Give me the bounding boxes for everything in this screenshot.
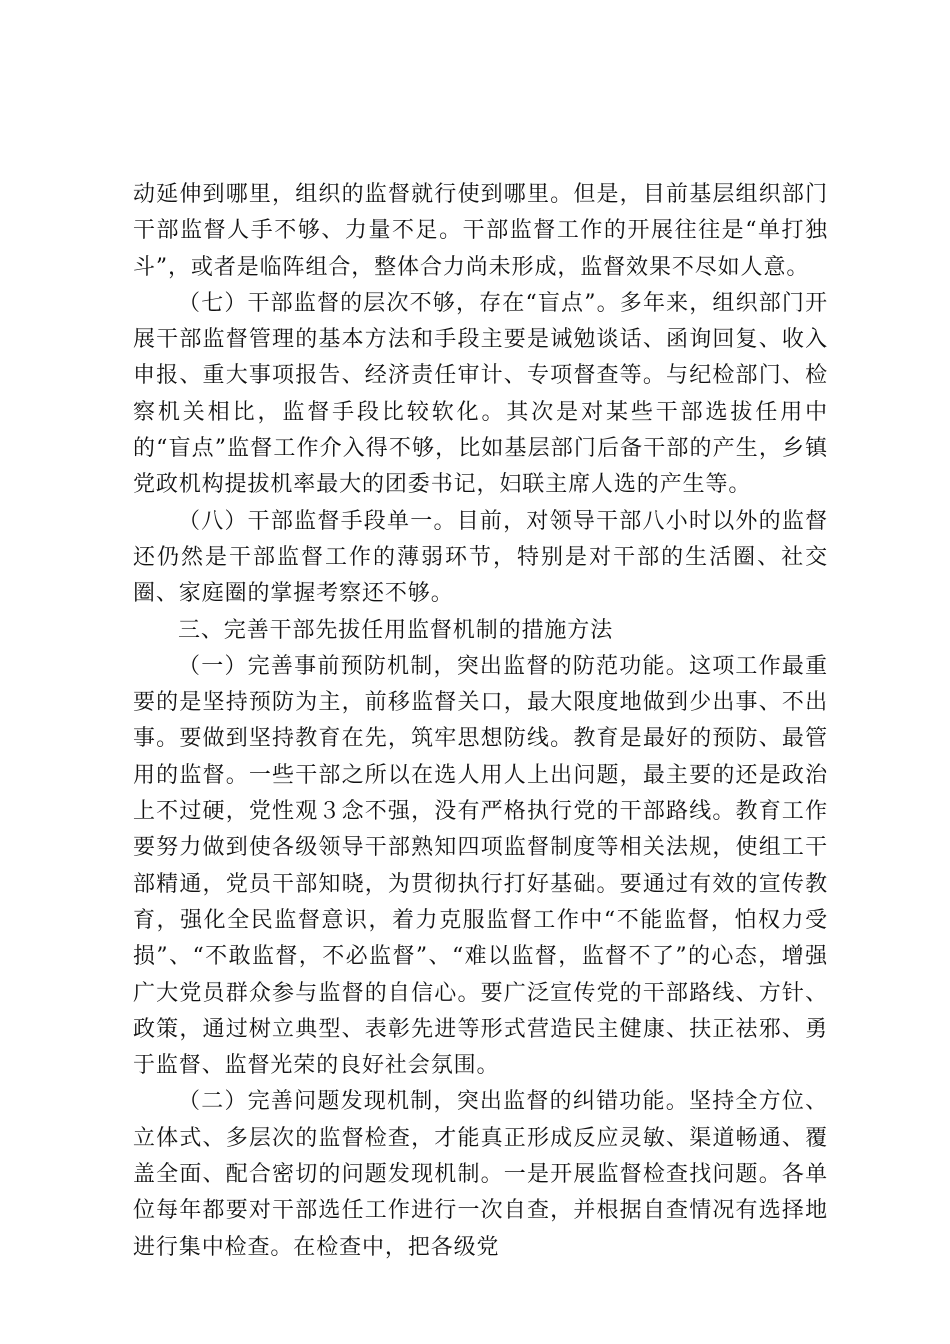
- section-heading-3: 三、完善干部先拔任用监督机制的措施方法: [178, 617, 614, 643]
- paragraph-section-8: （八）干部监督手段单一。目前，对领导干部八小时以外的监督还仍然是干部监督工作的薄弱环节，特别是对干部的生活圈、社交圈、家庭圈的掌握考察还不够。: [133, 508, 828, 607]
- paragraph-continuation: 动延伸到哪里，组织的监督就行使到哪里。但是，目前基层组织部门干部监督人手不够、力量不足。干部监督工作的开展往往是“单打独斗”，或者是临阵组合，整体合力尚未形成，监督效果不尽如人意。: [133, 182, 828, 280]
- paragraph-measure-2: （二）完善问题发现机制，突出监督的纠错功能。坚持全方位、立体式、多层次的监督检查，才能真正形成反应灵敏、渠道畅通、覆盖全面、配合密切的问题发现机制。一是开展监督检查找问题。各单位每年都要对干部选任工作进行一次自查，并根据自查情况有选择地进行集中检查。在检查中，把各级党: [133, 1089, 828, 1260]
- paragraph-measure-1: （一）完善事前预防机制，突出监督的防范功能。这项工作最重要的是坚持预防为主，前移监督关口，最大限度地做到少出事、不出事。要做到坚持教育在先，筑牢思想防线。教育是最好的预防、最管用的监督。一些干部之所以在选人用人上出问题，最主要的还是政治上不过硬，党性观３念不强，没有严格执行党的干部路线。教育工作要努力做到使各级领导干部熟知四项监督制度等相关法规，使组工干部精通，党员干部知晓，为贯彻执行打好基础。要通过有效的宣传教育，强化全民监督意识，着力克服监督工作中“不能监督，怕权力受损”、“不敢监督，不必监督”、“难以监督，监督不了”的心态，增强广大党员群众参与监督的自信心。要广泛宣传党的干部路线、方针、政策，通过树立典型、表彰先进等形式营造民主健康、扶正祛邪、勇于监督、监督光荣的良好社会氛围。: [133, 653, 828, 1079]
- paragraph-section-7: （七）干部监督的层次不够，存在“盲点”。多年来，组织部门开展干部监督管理的基本方法和手段主要是诫勉谈话、函询回复、收入申报、重大事项报告、经济责任审计、专项督查等。与纪检部门、检察机关相比，监督手段比较软化。其次是对某些干部选拔任用中的“盲点”监督工作介入得不够，比如基层部门后备干部的产生，乡镇党政机构提拔机率最大的团委书记，妇联主席人选的产生等。: [133, 290, 828, 498]
- document-body: [133, 177, 828, 1266]
